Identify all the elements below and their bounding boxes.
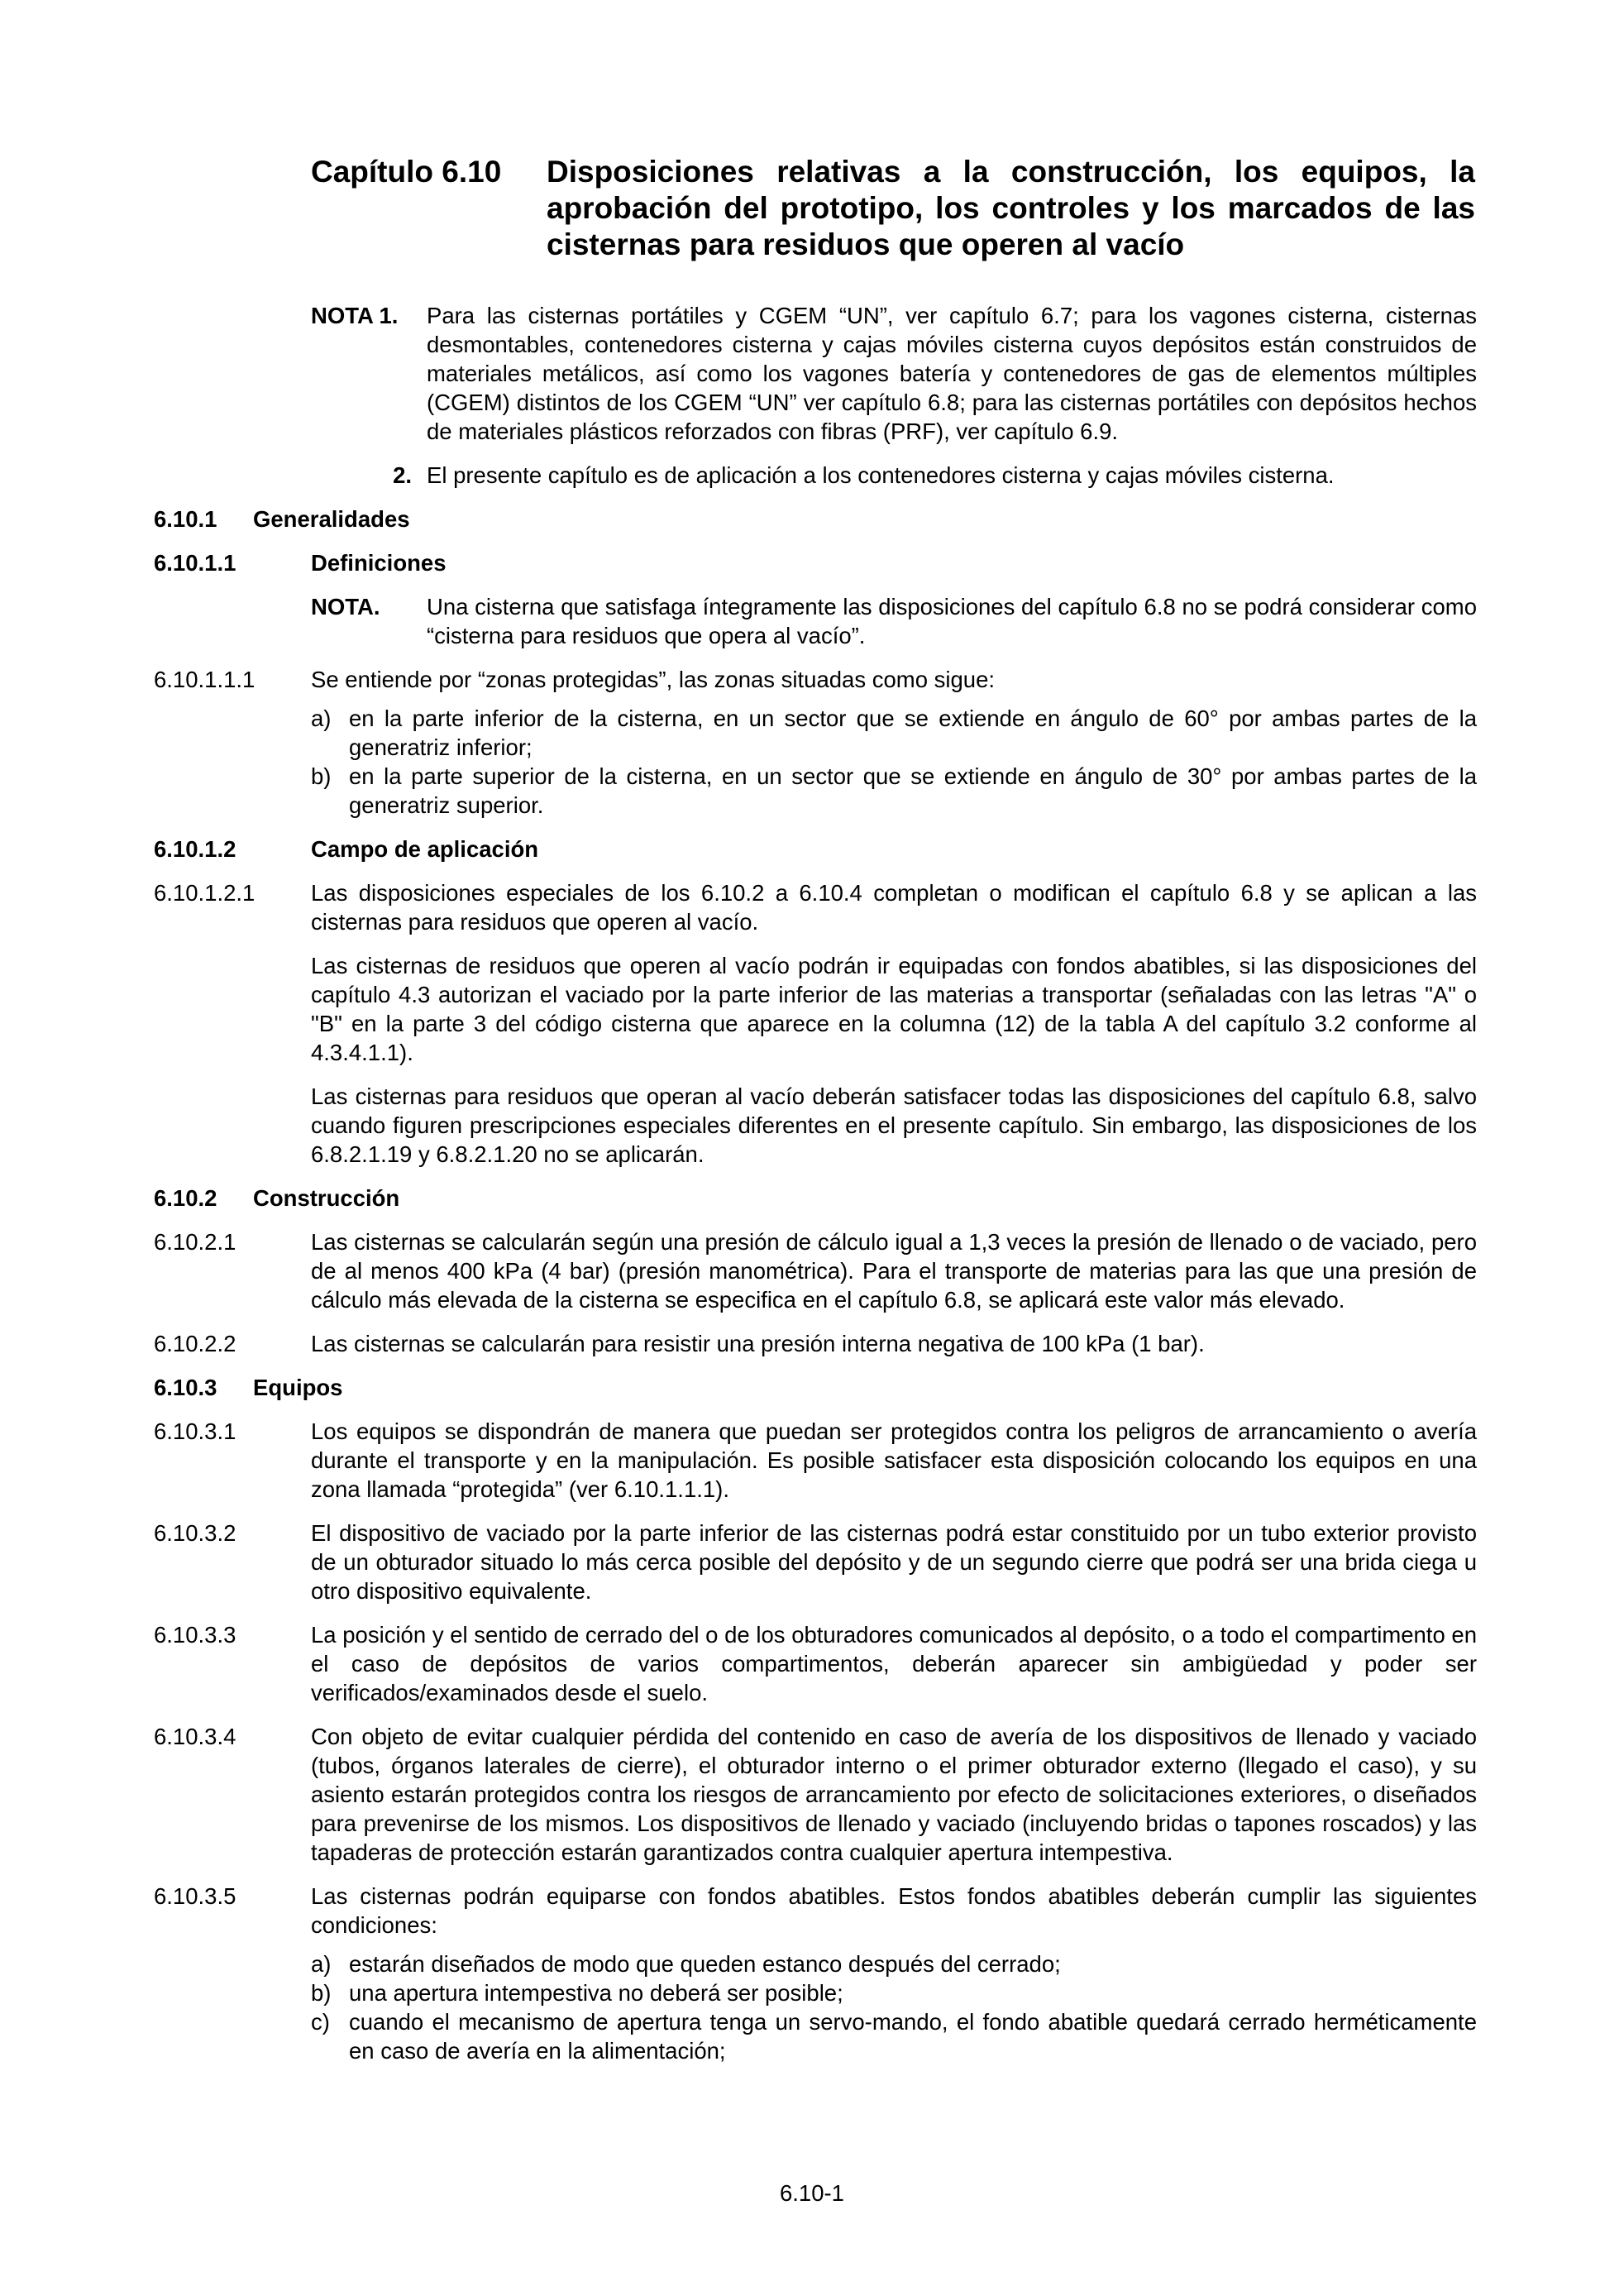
paragraph-number: 6.10.3.4 bbox=[154, 1724, 236, 1749]
section-title: Generalidades bbox=[253, 506, 410, 532]
section-title: Campo de aplicación bbox=[311, 836, 539, 862]
section-number: 6.10.1.1 bbox=[154, 550, 236, 576]
list-item bbox=[311, 2007, 1477, 2065]
paragraph-text: Los equipos se dispondrán de manera que puedan ser protegidos contra los peligros de arrancamiento o avería durante el transporte y en la manipulación. Es posible satisfacer esta disposición colocando los equipos en una zona llamada “protegida” (ver 6.10.1.1.1). bbox=[311, 1418, 1477, 1502]
list-item-text: en la parte inferior de la cisterna, en un sector que se extiende en ángulo de 60° por ambas partes de la generatriz inferior; bbox=[349, 706, 1477, 760]
chapter-title-text: Disposiciones relativas a la construcción, los equipos, la aprobación del prototipo, los controles y los marcados de las cisternas para residuos que operen al vacío bbox=[547, 155, 1475, 261]
list-item-text: estarán diseñados de modo que queden estanco después del cerrado; bbox=[349, 1951, 1061, 1977]
section-title: Construcción bbox=[253, 1185, 400, 1211]
note-label: NOTA. bbox=[311, 594, 380, 619]
note-text: Una cisterna que satisfaga íntegramente las disposiciones del capítulo 6.8 no se podrá considerar como “cisterna para residuos que opera al vacío”. bbox=[427, 594, 1477, 648]
paragraph-number: 6.10.2.1 bbox=[154, 1229, 236, 1255]
note-label: NOTA 1. bbox=[311, 303, 399, 328]
hinged-bottoms-conditions-list bbox=[311, 1949, 1477, 2065]
section-heading-6-10-3 bbox=[154, 1373, 1477, 1402]
paragraph-6-10-1-1-1 bbox=[154, 665, 1477, 694]
paragraph-6-10-3-5 bbox=[154, 1882, 1477, 1940]
paragraph-number: 6.10.2.2 bbox=[154, 1331, 236, 1356]
list-item-label: a) bbox=[311, 1951, 332, 1977]
paragraph-6-10-3-1 bbox=[154, 1417, 1477, 1504]
paragraph-number: 6.10.3.5 bbox=[154, 1883, 236, 1909]
paragraph-text: Con objeto de evitar cualquier pérdida del contenido en caso de avería de los dispositivos de llenado y vaciado (tubos, órganos laterales de cierre), el obturador interno o el primer obturador externo (llegado el caso), y su asiento estarán protegidos contra los riesgos de arrancamiento por efecto de solicitaciones exteriores, o diseñados para prevenirse de los mismos. Los dispositivos de llenado y vaciado (incluyendo bridas o tapones roscados) y las tapaderas de protección estarán garantizados contra cualquier apertura intempestiva. bbox=[311, 1724, 1477, 1865]
paragraph-number: 6.10.1.1.1 bbox=[154, 667, 256, 692]
paragraph-number: 6.10.3.3 bbox=[154, 1622, 236, 1648]
paragraph-text: Las cisternas para residuos que operan al vacío deberán satisfacer todas las disposiciones del capítulo 6.8, salvo cuando figuren prescripciones especiales diferentes en el presente capítulo. Sin embargo, las disposiciones de los 6.8.2.1.19 y 6.8.2.1.20 no se aplicarán. bbox=[311, 1083, 1477, 1167]
paragraph-6-10-1-2-1 bbox=[154, 878, 1477, 936]
list-item-label: b) bbox=[311, 1980, 332, 2006]
paragraph-number: 6.10.1.2.1 bbox=[154, 880, 256, 906]
list-item-label: b) bbox=[311, 763, 332, 789]
paragraph-6-10-2-1 bbox=[154, 1227, 1477, 1314]
paragraph-6-10-2-2 bbox=[154, 1329, 1477, 1358]
section-heading-6-10-2 bbox=[154, 1184, 1477, 1213]
paragraph-text: Las cisternas se calcularán para resistir una presión interna negativa de 100 kPa (1 bar). bbox=[311, 1331, 1205, 1356]
list-item-text: una apertura intempestiva no deberá ser posible; bbox=[349, 1980, 843, 2006]
list-item bbox=[311, 1978, 1477, 2007]
protected-zones-list bbox=[311, 704, 1477, 820]
note-2 bbox=[311, 461, 1477, 490]
chapter-title bbox=[311, 154, 1475, 263]
paragraph-text: Las cisternas se calcularán según una presión de cálculo igual a 1,3 veces la presión de llenado o de vaciado, pero de al menos 400 kPa (4 bar) (presión manométrica). Para el transporte de materias para las que una presión de cálculo más elevada de la cisterna se especifica en el capítulo 6.8, se aplicará este valor más elevado. bbox=[311, 1229, 1477, 1313]
list-item-text: en la parte superior de la cisterna, en un sector que se extiende en ángulo de 30° por ambas partes de la generatriz superior. bbox=[349, 763, 1477, 818]
note-label: 2. bbox=[393, 462, 412, 488]
paragraph-number: 6.10.3.2 bbox=[154, 1520, 236, 1546]
list-item bbox=[311, 1949, 1477, 1978]
note-text: Para las cisternas portátiles y CGEM “UN”, ver capítulo 6.7; para los vagones cisterna, cisternas desmontables, contenedores cisterna y cajas móviles cisterna cuyos depósitos están construidos de materiales metálicos, así como los vagones batería y contenedores de gas de elementos múltiples (CGEM) distintos de los CGEM “UN” ver capítulo 6.8; para las cisternas portátiles con depósitos hechos de materiales plásticos reforzados con fibras (PRF), ver capítulo 6.9. bbox=[427, 303, 1477, 444]
list-item-label: a) bbox=[311, 706, 332, 731]
paragraph-text: El dispositivo de vaciado por la parte inferior de las cisternas podrá estar constituido por un tubo exterior provisto de un obturador situado lo más cerca posible del depósito y de un segundo cierre que podrá ser una brida ciega u otro dispositivo equivalente. bbox=[311, 1520, 1477, 1604]
section-heading-6-10-1 bbox=[154, 505, 1477, 533]
list-item bbox=[311, 704, 1477, 762]
note-1 bbox=[311, 301, 1477, 446]
paragraph-6-10-3-4 bbox=[154, 1722, 1477, 1867]
paragraph-text: Las disposiciones especiales de los 6.10.2 a 6.10.4 completan o modifican el capítulo 6.8 y se aplican a las cisternas para residuos que operen al vacío. bbox=[311, 880, 1477, 935]
list-item-label: c) bbox=[311, 2009, 330, 2035]
section-heading-6-10-1-1 bbox=[154, 548, 1477, 577]
paragraph-text: Se entiende por “zonas protegidas”, las zonas situadas como sigue: bbox=[311, 667, 996, 692]
note-definitions bbox=[311, 592, 1477, 650]
note-text: El presente capítulo es de aplicación a los contenedores cisterna y cajas móviles cisterna. bbox=[427, 462, 1335, 488]
section-title: Equipos bbox=[253, 1375, 343, 1400]
list-item-text: cuando el mecanismo de apertura tenga un servo-mando, el fondo abatible quedará cerrado herméticamente en caso de avería en la alimentación; bbox=[349, 2009, 1477, 2064]
section-heading-6-10-1-2 bbox=[154, 835, 1477, 863]
paragraph-text: Las cisternas de residuos que operen al vacío podrán ir equipadas con fondos abatibles, si las disposiciones del capítulo 4.3 autorizan el vaciado por la parte inferior de las materias a transportar (señaladas con las letras "A" o "B" en la parte 3 del código cisterna que aparece en la columna (12) de la tabla A del capítulo 3.2 conforme al 4.3.4.1.1). bbox=[311, 953, 1477, 1065]
page-number: 6.10-1 bbox=[780, 2180, 844, 2206]
paragraph-6-10-3-3 bbox=[154, 1620, 1477, 1707]
section-number: 6.10.2 bbox=[154, 1185, 217, 1211]
paragraph-text: La posición y el sentido de cerrado del o de los obturadores comunicados al depósito, o a todo el compartimento en el caso de depósitos de varios compartimentos, deberán aparecer sin ambigüedad y poder ser verificados/examinados desde el suelo. bbox=[311, 1622, 1477, 1705]
paragraph-text: Las cisternas podrán equiparse con fondos abatibles. Estos fondos abatibles deberán cumplir las siguientes condiciones: bbox=[311, 1883, 1477, 1938]
section-number: 6.10.3 bbox=[154, 1375, 217, 1400]
section-number: 6.10.1.2 bbox=[154, 836, 236, 862]
section-number: 6.10.1 bbox=[154, 506, 217, 532]
document-body bbox=[154, 301, 1477, 2080]
chapter-number: Capítulo 6.10 bbox=[311, 155, 502, 189]
paragraph-number: 6.10.3.1 bbox=[154, 1418, 236, 1444]
section-title: Definiciones bbox=[311, 550, 447, 576]
list-item bbox=[311, 762, 1477, 820]
paragraph-6-10-3-2 bbox=[154, 1519, 1477, 1605]
